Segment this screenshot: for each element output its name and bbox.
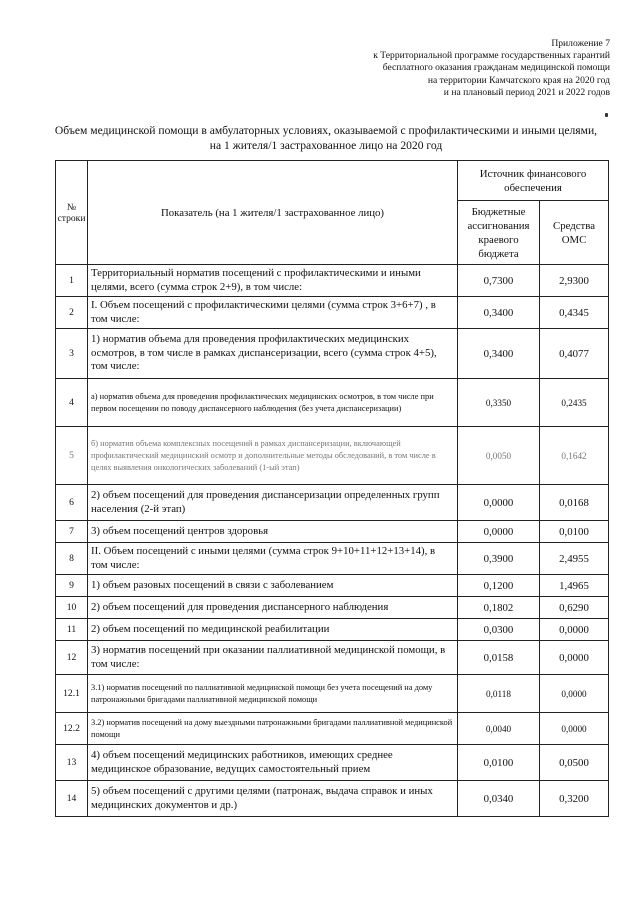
table-row (56, 521, 609, 543)
row-number: 11 (56, 619, 88, 641)
row-indicator: 2) объем посещений для проведения диспансеризации определенных групп населения (2-й этап) (88, 485, 458, 521)
row-number: 9 (56, 575, 88, 597)
header-source: Источник финансового обеспечения (458, 161, 609, 201)
row-indicator: 5) объем посещений с другими целями (патронаж, выдача справок и иных медицинских документов и др.) (88, 781, 458, 817)
title-line-2: на 1 жителя/1 застрахованное лицо на 2020 год (209, 138, 443, 152)
row-number: 14 (56, 781, 88, 817)
row-indicator: 3.2) норматив посещений на дому выездными патронажными бригадами паллиативной медицинской помощи (88, 713, 458, 745)
row-indicator: а) норматив объема для проведения профилактических медицинских осмотров, в том числе при первом посещении по поводу диспансерного наблюдения (без учета диспансеризации) (88, 379, 458, 427)
row-budget: 0,3400 (458, 297, 540, 329)
row-oms: 0,3200 (540, 781, 609, 817)
table-row (56, 745, 609, 781)
table-row (56, 597, 609, 619)
row-indicator: 3) норматив посещений при оказании паллиативной медицинской помощи, в том числе: (88, 641, 458, 675)
row-number: 13 (56, 745, 88, 781)
header-indicator: Показатель (на 1 жителя/1 застрахованное лицо) (88, 161, 458, 265)
row-indicator: 1) объем разовых посещений в связи с заболеванием (88, 575, 458, 597)
row-oms: 0,0168 (540, 485, 609, 521)
row-oms: 0,0000 (540, 641, 609, 675)
row-number: 7 (56, 521, 88, 543)
title-line-1: Объем медицинской помощи в амбулаторных условиях, оказываемой с профилактическими и иными целями, (54, 124, 598, 137)
row-budget: 0,0300 (458, 619, 540, 641)
appendix-line: на территории Камчатского края на 2020 год (427, 74, 610, 86)
row-number: 5 (56, 427, 88, 485)
row-indicator: 3) объем посещений центров здоровья (88, 521, 458, 543)
header-oms: Средства ОМС (540, 201, 609, 265)
row-number: 10 (56, 597, 88, 619)
row-budget: 0,0158 (458, 641, 540, 675)
table-row (56, 297, 609, 329)
row-budget: 0,0000 (458, 521, 540, 543)
table-row (56, 265, 609, 297)
row-budget: 0,3400 (458, 329, 540, 379)
row-number: 12.1 (56, 675, 88, 713)
table-row (56, 675, 609, 713)
row-oms: 0,0000 (540, 675, 609, 713)
row-budget: 0,0000 (458, 485, 540, 521)
row-indicator: 2) объем посещений для проведения диспансерного наблюдения (88, 597, 458, 619)
row-number: 2 (56, 297, 88, 329)
row-budget: 0,7300 (458, 265, 540, 297)
row-oms: 0,0000 (540, 619, 609, 641)
row-oms: 2,4955 (540, 543, 609, 575)
row-number: 3 (56, 329, 88, 379)
row-budget: 0,1200 (458, 575, 540, 597)
appendix-line: и на плановый период 2021 и 2022 годов (443, 86, 610, 98)
row-oms: 2,9300 (540, 265, 609, 297)
row-budget: 0,0050 (458, 427, 540, 485)
table-row (56, 329, 609, 379)
row-number: 6 (56, 485, 88, 521)
row-oms: 0,1642 (540, 427, 609, 485)
table-row (56, 713, 609, 745)
scan-mark (605, 113, 608, 117)
table-row (56, 485, 609, 521)
header-row-number: № строки (56, 161, 88, 265)
row-budget: 0,0118 (458, 675, 540, 713)
row-indicator: I. Объем посещений с профилактическими целями (сумма строк 3+6+7) , в том числе: (88, 297, 458, 329)
row-budget: 0,3350 (458, 379, 540, 427)
row-budget: 0,0100 (458, 745, 540, 781)
table-row (56, 379, 609, 427)
row-oms: 0,0100 (540, 521, 609, 543)
row-number: 8 (56, 543, 88, 575)
row-oms: 0,0500 (540, 745, 609, 781)
row-oms: 0,4077 (540, 329, 609, 379)
appendix-line: Приложение 7 (551, 38, 610, 49)
table-row (56, 619, 609, 641)
row-indicator: 3.1) норматив посещений по паллиативной медицинской помощи без учета посещений на дому патронажными бригадами паллиативной медицинской помощи (88, 675, 458, 713)
row-indicator: Территориальный норматив посещений с профилактическими и иными целями, всего (сумма строк 2+9), в том числе: (88, 265, 458, 297)
table-row (56, 641, 609, 675)
row-number: 4 (56, 379, 88, 427)
row-indicator: 2) объем посещений по медицинской реабилитации (88, 619, 458, 641)
row-number: 12.2 (56, 713, 88, 745)
appendix-line: к Территориальной программе государственных гарантий (373, 50, 610, 62)
row-budget: 0,0340 (458, 781, 540, 817)
row-number: 12 (56, 641, 88, 675)
row-budget: 0,1802 (458, 597, 540, 619)
row-indicator: 1) норматив объема для проведения профилактических медицинских осмотров, в том числе в рамках диспансеризации, всего (сумма строк 4+5), том числе: (88, 329, 458, 379)
document-title (40, 124, 612, 153)
row-oms: 0,4345 (540, 297, 609, 329)
row-indicator: б) норматив объема комплексных посещений в рамках диспансеризации, включающей профилактический медицинский осмотр и дополнительные методы обследований, в том числе в целях выявления онкологических заболеваний (1-ый этап) (88, 427, 458, 485)
row-budget: 0,3900 (458, 543, 540, 575)
appendix-note (290, 38, 610, 99)
row-oms: 0,6290 (540, 597, 609, 619)
header-budget: Бюджетные ассигнования краевого бюджета (458, 201, 540, 265)
row-indicator: 4) объем посещений медицинских работников, имеющих среднее медицинское образование, ведущих самостоятельный прием (88, 745, 458, 781)
volume-table (55, 160, 609, 817)
row-indicator: II. Объем посещений с иными целями (сумма строк 9+10+11+12+13+14), в том числе: (88, 543, 458, 575)
row-number: 1 (56, 265, 88, 297)
row-oms: 0,2435 (540, 379, 609, 427)
table-row (56, 427, 609, 485)
row-oms: 1,4965 (540, 575, 609, 597)
table-row (56, 781, 609, 817)
row-oms: 0,0000 (540, 713, 609, 745)
table-row (56, 543, 609, 575)
appendix-line: бесплатного оказания гражданам медицинской помощи (382, 62, 610, 74)
row-budget: 0,0040 (458, 713, 540, 745)
table-row (56, 575, 609, 597)
